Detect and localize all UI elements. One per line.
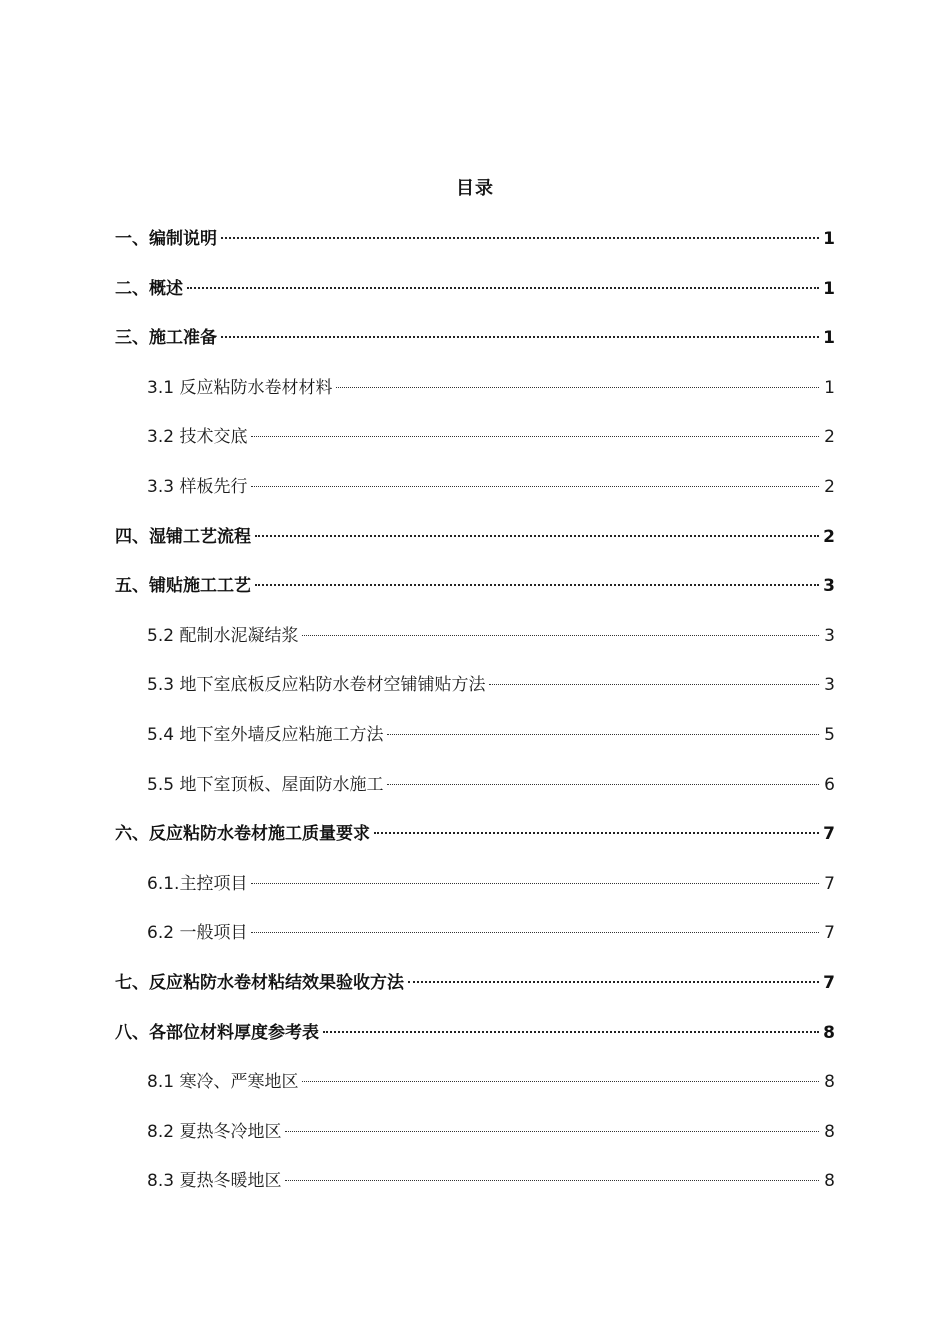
toc-subentry[interactable] [115, 916, 835, 966]
toc-entry-page: 3 [824, 675, 835, 696]
toc-dot-leader [221, 237, 819, 239]
toc-entry[interactable] [115, 272, 835, 322]
toc-entry-label: 8.1 寒冷、严寒地区 [147, 1072, 299, 1093]
toc-entry-label: 5.4 地下室外墙反应粘施工方法 [147, 724, 384, 745]
toc-subentry[interactable] [115, 668, 835, 718]
toc-entry-label: 5.5 地下室顶板、屋面防水施工 [147, 774, 384, 795]
toc-entry-label: 六、反应粘防水卷材施工质量要求 [115, 824, 370, 845]
toc-dot-leader [489, 684, 819, 685]
toc-subentry[interactable] [115, 1065, 835, 1115]
toc-entry-label: 8.2 夏热冬冷地区 [147, 1121, 282, 1142]
toc-subentry[interactable] [115, 619, 835, 669]
toc-entry-page: 3 [823, 576, 835, 597]
toc-subentry[interactable] [115, 867, 835, 917]
toc-entry-label: 6.2 一般项目 [147, 923, 248, 944]
toc-entry-page: 7 [823, 972, 835, 993]
toc-subentry[interactable] [115, 718, 835, 768]
toc-entry-label: 八、各部位材料厚度参考表 [115, 1022, 319, 1043]
toc-entry-page: 6 [824, 774, 835, 795]
toc-entry[interactable] [115, 222, 835, 272]
toc-entry-label: 3.2 技术交底 [147, 427, 248, 448]
toc-entry-page: 3 [824, 625, 835, 646]
toc-dot-leader [187, 287, 819, 289]
toc-dot-leader [323, 1031, 819, 1033]
toc-dot-leader [336, 387, 819, 388]
toc-entry-page: 1 [823, 278, 835, 299]
toc-dot-leader [251, 883, 819, 884]
toc-dot-leader [285, 1131, 819, 1132]
toc-subentry[interactable] [115, 768, 835, 818]
toc-title: 目录 [456, 178, 494, 199]
toc-entry-label: 七、反应粘防水卷材粘结效果验收方法 [115, 972, 404, 993]
toc-dot-leader [285, 1180, 819, 1181]
toc-entry-label: 二、概述 [115, 278, 183, 299]
toc-dot-leader [302, 635, 819, 636]
toc-entry-page: 2 [824, 476, 835, 497]
toc-dot-leader [302, 1081, 819, 1082]
toc-entry-label: 5.3 地下室底板反应粘防水卷材空铺铺贴方法 [147, 675, 486, 696]
toc-entry-label: 四、湿铺工艺流程 [115, 526, 251, 547]
toc-entry-page: 8 [824, 1171, 835, 1192]
toc-entry-page: 8 [824, 1121, 835, 1142]
toc-entry-page: 8 [824, 1072, 835, 1093]
toc-dot-leader [255, 584, 819, 586]
toc-entry-label: 三、施工准备 [115, 328, 217, 349]
toc-dot-leader [251, 932, 819, 933]
toc-entry[interactable] [115, 569, 835, 619]
toc-entry-page: 1 [824, 377, 835, 398]
toc-dot-leader [255, 535, 819, 537]
toc-entry-label: 一、编制说明 [115, 229, 217, 249]
toc-dot-leader [374, 832, 819, 834]
toc-entry-page: 8 [823, 1022, 835, 1043]
toc-entry-label: 5.2 配制水泥凝结浆 [147, 625, 299, 646]
toc-entry[interactable] [115, 1016, 835, 1066]
toc-entry-page: 7 [823, 824, 835, 845]
toc-entry[interactable] [115, 520, 835, 570]
toc-dot-leader [387, 734, 819, 735]
toc-entry-page: 1 [823, 229, 835, 249]
toc-dot-leader [221, 336, 819, 338]
toc-subentry[interactable] [115, 470, 835, 520]
toc-dot-leader [251, 486, 819, 487]
toc-subentry[interactable] [115, 371, 835, 421]
toc-dot-leader [408, 981, 819, 983]
toc-entry[interactable] [115, 321, 835, 371]
toc-entry-label: 五、铺贴施工工艺 [115, 576, 251, 597]
toc-entry[interactable] [115, 817, 835, 867]
toc-entry-page: 5 [824, 724, 835, 745]
toc-subentry[interactable] [115, 1164, 835, 1214]
toc-dot-leader [251, 436, 819, 437]
toc-entry-page: 2 [823, 526, 835, 547]
toc-subentry[interactable] [115, 420, 835, 470]
toc-list [115, 222, 835, 1214]
toc-entry[interactable] [115, 966, 835, 1016]
toc-subentry[interactable] [115, 1115, 835, 1165]
toc-entry-page: 7 [824, 873, 835, 894]
toc-entry-page: 2 [824, 427, 835, 448]
toc-entry-label: 3.3 样板先行 [147, 476, 248, 497]
toc-entry-label: 3.1 反应粘防水卷材材料 [147, 377, 333, 398]
toc-entry-label: 8.3 夏热冬暖地区 [147, 1171, 282, 1192]
toc-entry-label: 6.1.主控项目 [147, 873, 248, 894]
toc-dot-leader [387, 784, 819, 785]
toc-entry-page: 1 [823, 328, 835, 349]
toc-entry-page: 7 [824, 923, 835, 944]
